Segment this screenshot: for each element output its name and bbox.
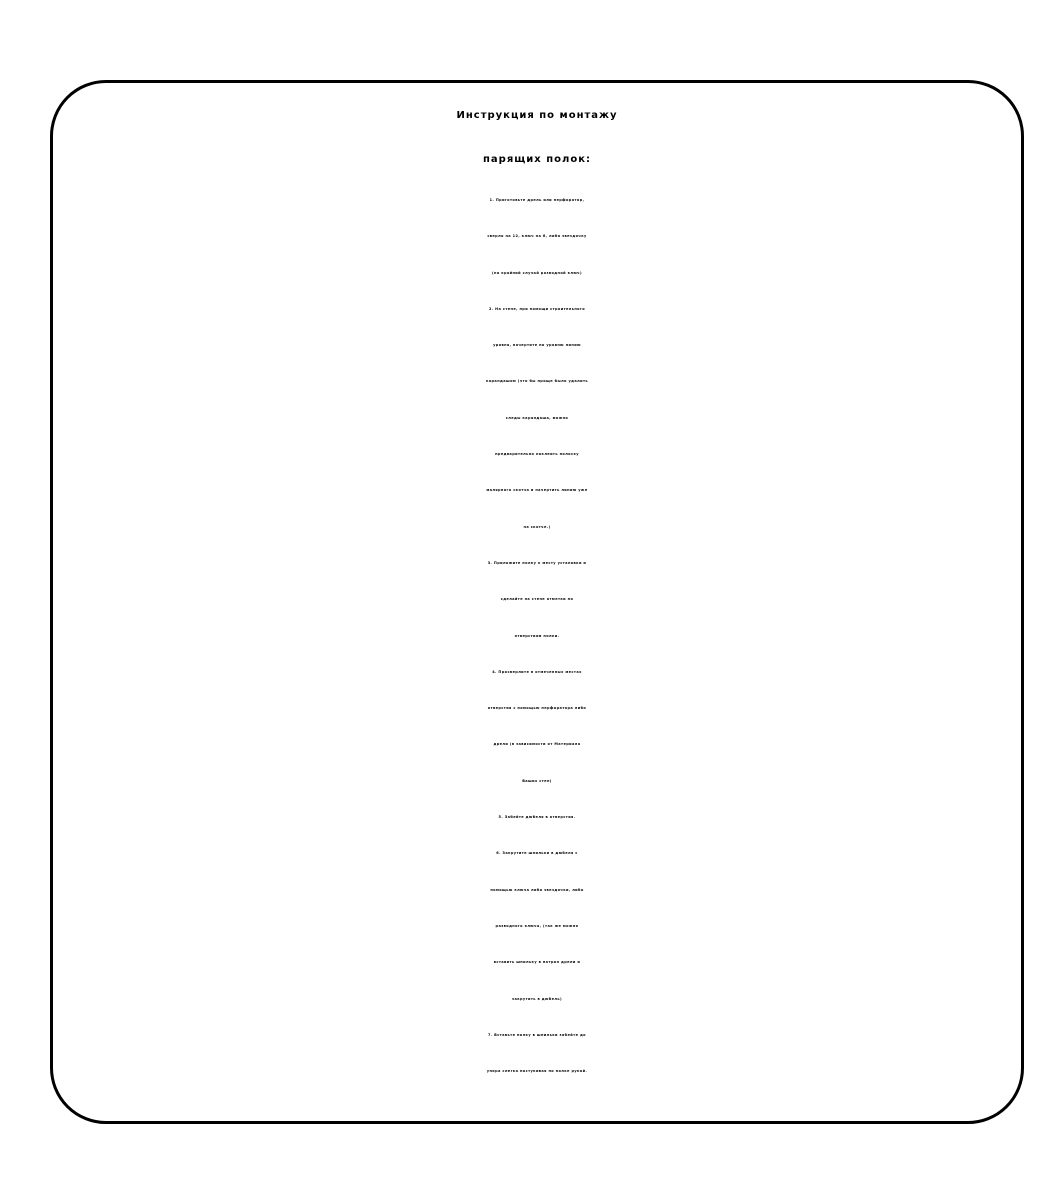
instruction-line: вставить шпильку в патрон дрели и <box>493 960 581 965</box>
instruction-line: предварительно наклеить полоску <box>495 452 579 457</box>
instruction-line: отверстиям полки. <box>514 633 560 638</box>
instruction-line: 3. Приложите полку к месту установки и <box>487 560 587 565</box>
instruction-title-line: парящих полок: <box>483 154 591 165</box>
instruction-line: 1. Приготовьте дрель или перфоратор, <box>489 198 585 202</box>
instruction-line: помощью ключа либо звездочки, либо <box>490 887 584 892</box>
instruction-line: сделайте на стене отметки по <box>500 597 574 602</box>
instruction-line: 2. На стене, при помощи строительного <box>488 306 586 311</box>
instruction-title-line: Инструкция по монтажу <box>456 110 618 121</box>
instruction-line: дрели (в зависимости от Материала <box>493 742 581 747</box>
instruction-line: уровня, начертите по уровню линию <box>493 343 581 348</box>
instruction-line: 4. Просверлите в отмеченных местах <box>492 669 582 674</box>
instruction-line: сверло на 12, ключ на 6, либо звездочку <box>487 234 587 239</box>
instruction-line: отверстия с помощью перфоратора либо <box>487 706 587 711</box>
instruction-line: на скотче.) <box>523 524 551 529</box>
instruction-line: Ваших стен) <box>522 778 552 783</box>
instruction-line: упора слегка постукивая по полке рукой. <box>486 1069 588 1074</box>
instruction-line: следы карандаша, можно <box>505 415 569 420</box>
instruction-line: 5. Забейте дюбеля в отверстия. <box>498 815 576 820</box>
instruction-content <box>58 94 1016 1089</box>
instruction-line: карандашом (что бы проще было удалить <box>485 379 588 384</box>
instruction-line: закрутить в дюбель) <box>512 996 562 1001</box>
instruction-line: (на крайний случай разводной ключ) <box>492 270 582 275</box>
instruction-line: малярного скотча и начертить линию уже <box>486 488 588 493</box>
instruction-line: разводного ключа, (так же можно <box>495 923 579 928</box>
instruction-line: 6. Закрутите шпильки в дюбеля с <box>496 851 578 856</box>
instruction-line: 7. Вставьте полку в шпильки забейте до <box>488 1032 586 1037</box>
